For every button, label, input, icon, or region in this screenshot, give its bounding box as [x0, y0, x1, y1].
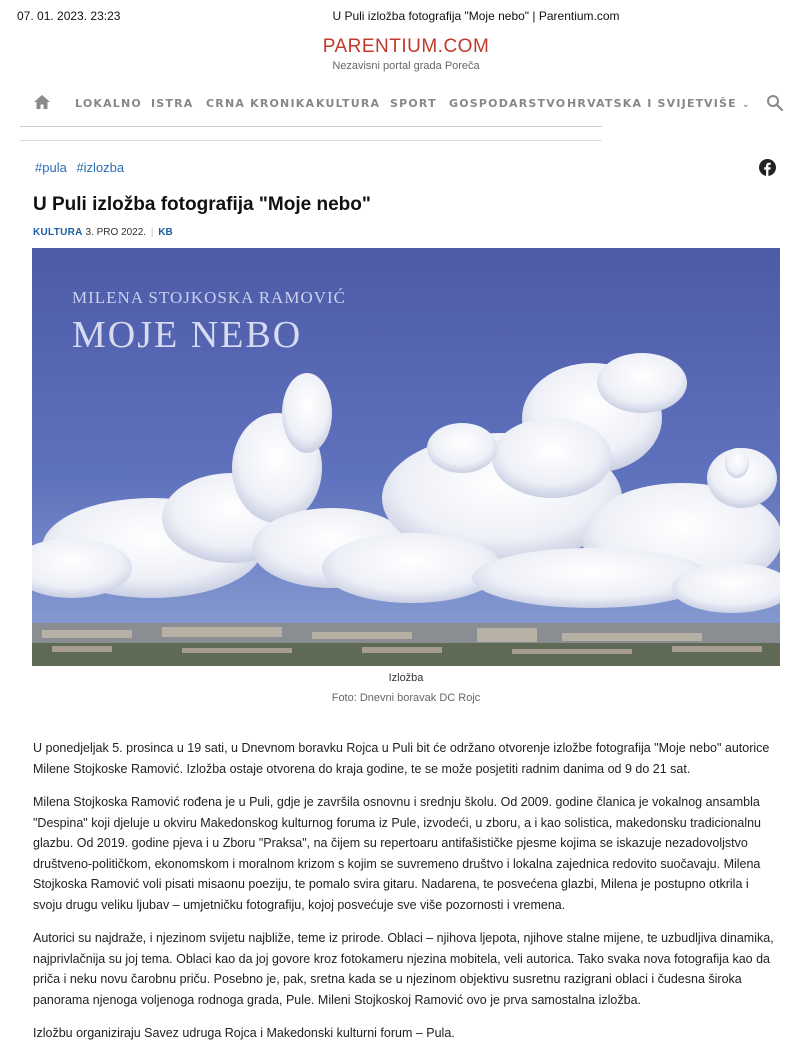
- article-category[interactable]: KULTURA: [33, 227, 83, 238]
- nav-item-sport[interactable]: SPORT: [390, 97, 437, 110]
- sky-clouds-photo: [32, 248, 780, 666]
- nav-item-crna-kronika[interactable]: CRNA KRONIKA: [206, 97, 316, 110]
- print-header: [0, 0, 800, 30]
- meta-separator: |: [150, 227, 154, 238]
- article-meta: [33, 227, 173, 238]
- image-overlay-title: MOJE NEBO: [72, 314, 303, 356]
- article-author[interactable]: KB: [158, 227, 173, 238]
- chevron-down-icon: ⌄: [741, 100, 751, 110]
- tag-link-pula[interactable]: #pula: [35, 160, 67, 175]
- article-tags: [35, 160, 130, 175]
- image-caption: Izložba: [388, 672, 424, 684]
- nav-item-vise[interactable]: [704, 97, 751, 110]
- facebook-icon[interactable]: [759, 159, 776, 176]
- article-paragraph: Milena Stojkoska Ramović rođena je u Puli, gdje je završila osnovnu i srednju školu. Od 2009. godine članica je vokalnog ansambla "Despina" koji djeluje u okviru Makedonskog kulturnog foruma iz Pule, izvodeći, u zboru, a i kao solistica, makedonsku tradicionalnu glazbu. Od 2019. godine pjeva i u Zboru "Praksa", na čijem su repertoaru antifašističke pjesme kojima se iskazuje nezadovoljstvo društveno-političkom, ekonomskom i moralnom krizom s kojim se suvremeno društvo i lokalna zajednica redovito suočavaju. Milena Stojkoska Ramović voli pisati misaonu poeziju, te pomalo svira gitaru. Nadarena, te posvećena glazbi, Milena je postupno otkrila i svoju drugu veliku ljubav – umjetničku fotografiju, kojoj posvećuje sve više pozornosti i vremena.: [33, 795, 762, 912]
- article-hero-image: [32, 248, 780, 666]
- search-icon[interactable]: [766, 94, 784, 112]
- nav-item-vise-label: VIŠE: [704, 97, 737, 110]
- image-overlay-author: MILENA STOJKOSKA RAMOVIĆ: [72, 288, 346, 307]
- nav-divider: [20, 126, 602, 127]
- home-icon[interactable]: [33, 94, 51, 110]
- nav-item-gospodarstvo[interactable]: GOSPODARSTVO: [449, 97, 567, 110]
- print-datetime: 07. 01. 2023. 23:23: [17, 9, 121, 23]
- article-paragraph: U ponedjeljak 5. prosinca u 19 sati, u Dnevnom boravku Rojca u Puli bit će održano otvorenje izložbe fotografija "Moje nebo" autorice Milene Stojkoske Ramović. Izložba ostaje otvorena do kraja godine, te se može posjetiti radnim danima od 9 do 21 sat.: [33, 741, 770, 776]
- site-tagline: Nezavisni portal grada Poreča: [332, 60, 480, 72]
- image-credit: Foto: Dnevni boravak DC Rojc: [331, 692, 481, 704]
- main-nav: [20, 88, 800, 118]
- nav-item-hrvatska-i-svijet[interactable]: HRVATSKA I SVIJET: [567, 97, 705, 110]
- content-divider: [20, 140, 602, 141]
- article-paragraph: Izložbu organiziraju Savez udruga Rojca i Makedonski kulturni forum – Pula.: [33, 1026, 455, 1040]
- article-title: U Puli izložba fotografija "Moje nebo": [33, 194, 371, 215]
- nav-item-kultura[interactable]: KULTURA: [316, 97, 381, 110]
- nav-item-istra[interactable]: ISTRA: [151, 97, 194, 110]
- article-date: 3. PRO 2022.: [85, 227, 147, 238]
- article-body: [33, 738, 781, 1057]
- nav-item-lokalno[interactable]: LOKALNO: [75, 97, 142, 110]
- site-brand[interactable]: [0, 36, 800, 72]
- print-page-title: U Puli izložba fotografija "Moje nebo" | Parentium.com: [332, 9, 620, 23]
- site-logo[interactable]: PARENTIUM.COM: [322, 36, 490, 57]
- article-paragraph: Autorici su najdraže, i njezinom svijetu najbliže, teme iz prirode. Oblaci – njihova ljepota, njihove stalne mijene, te uzbudljiva dinamika, najprivlačnija su joj tema. Oblaci kao da joj govore kroz fotokameru njezina mobitela, veli autorica. Tako svaka nova fotografija kao da priča i neku novu čarobnu priču. Posebno je, pak, sretna kada se u njezinom objektivu susretnu razigrani oblaci i čudesna široka panorama njenoga voljenoga rodnoga grada, Pule. Mileni Stojkoskoj Ramović ovo je prva samostalna izložba.: [33, 931, 774, 1007]
- tag-link-izlozba[interactable]: #izlozba: [76, 160, 125, 175]
